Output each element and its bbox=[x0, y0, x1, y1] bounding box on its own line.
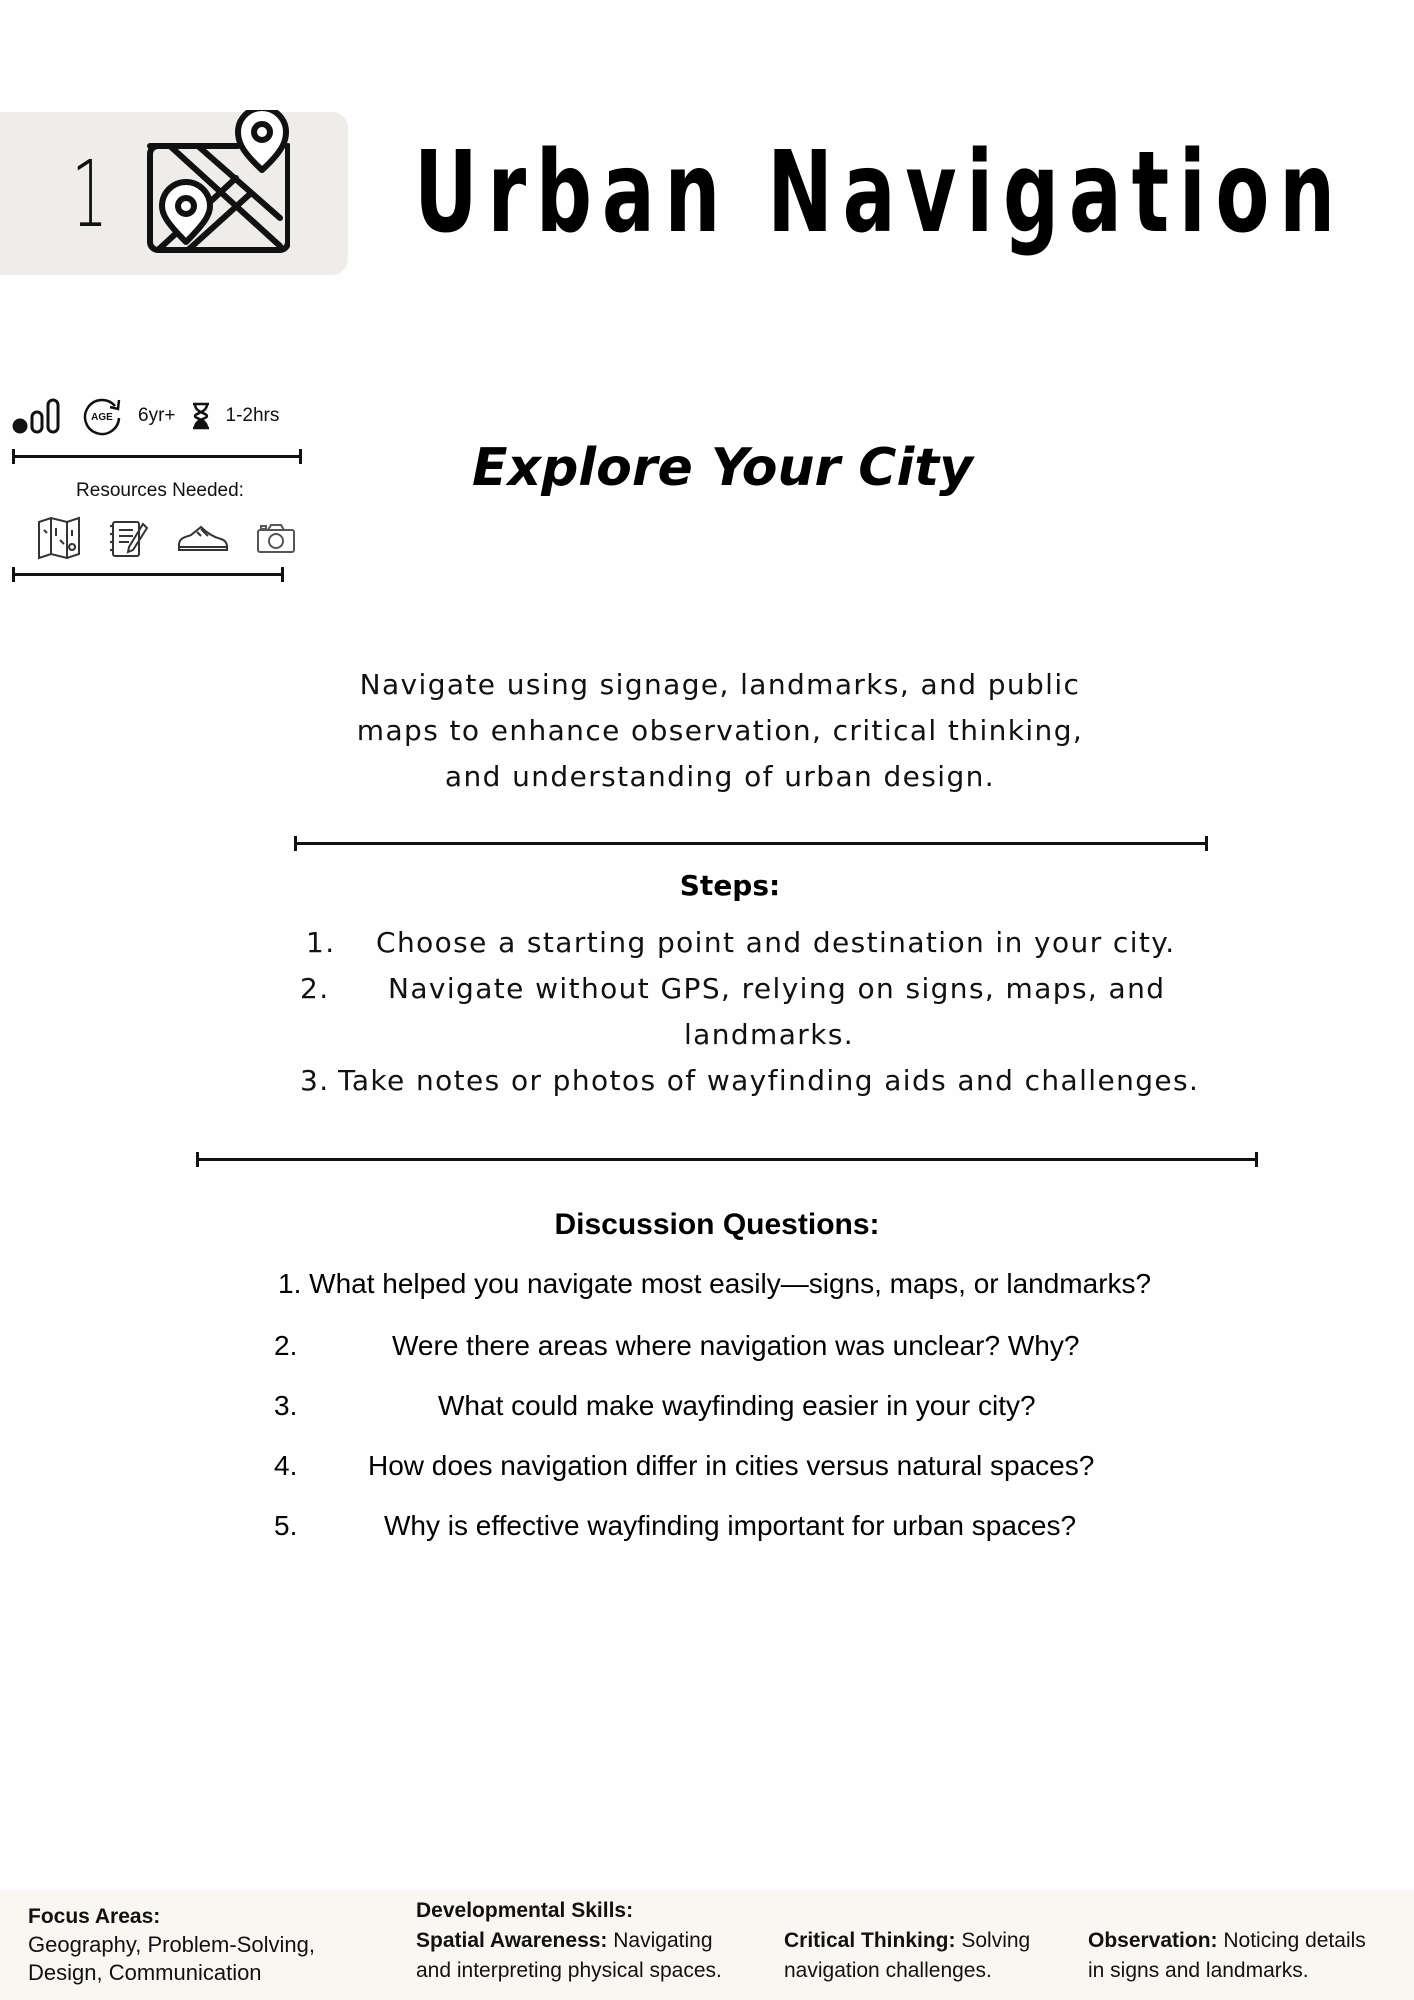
description-line: Navigate using signage, landmarks, and public bbox=[359, 668, 1081, 701]
list-item bbox=[306, 920, 336, 966]
description bbox=[320, 662, 1120, 800]
resources-icons bbox=[36, 512, 296, 564]
footer bbox=[0, 1890, 1414, 2000]
question-number: 4. bbox=[274, 1450, 298, 1481]
step-number: 1. bbox=[306, 926, 336, 959]
step-text-continued: landmarks. bbox=[684, 1018, 855, 1051]
observation-skill: Observation: Noticing details bbox=[1088, 1929, 1366, 1952]
spatial-awareness-skill: Spatial Awareness: Navigating bbox=[416, 1929, 713, 1952]
list-item bbox=[300, 966, 330, 1012]
description-line: and understanding of urban design. bbox=[444, 760, 996, 793]
observation-text: in signs and landmarks. bbox=[1088, 1959, 1309, 1982]
question-number: 5. bbox=[274, 1510, 298, 1541]
page-title: Urban Navigation bbox=[414, 128, 1345, 258]
discussion-divider bbox=[196, 1158, 1258, 1161]
focus-areas-label: Focus Areas: bbox=[28, 1905, 161, 1928]
resources-divider bbox=[12, 573, 284, 576]
steps-divider bbox=[294, 842, 1208, 845]
age-icon bbox=[82, 396, 122, 436]
question-text: What could make wayfinding easier in your city? bbox=[438, 1390, 1036, 1421]
subtitle: Explore Your City bbox=[472, 438, 974, 498]
map-icon bbox=[36, 516, 82, 560]
sneaker-icon bbox=[177, 523, 229, 553]
step-text: Navigate without GPS, relying on signs, maps, and bbox=[388, 972, 1166, 1005]
difficulty-bars-icon bbox=[12, 398, 64, 434]
question-number: 3. bbox=[274, 1390, 298, 1421]
list-item bbox=[278, 1268, 1151, 1300]
meta-row bbox=[12, 396, 279, 436]
age-value: 6yr+ bbox=[138, 405, 176, 426]
critical-thinking-text: navigation challenges. bbox=[784, 1959, 992, 1982]
camera-icon bbox=[256, 522, 296, 554]
question-number: 1. bbox=[278, 1268, 302, 1299]
question-text: Were there areas where navigation was unclear? Why? bbox=[392, 1330, 1080, 1361]
step-text: Choose a starting point and destination in your city. bbox=[376, 926, 1176, 959]
step-text: Take notes or photos of wayfinding aids and challenges. bbox=[338, 1064, 1200, 1097]
step-number: 3. bbox=[300, 1064, 330, 1097]
resources-label: Resources Needed: bbox=[76, 480, 244, 501]
focus-areas-line: Geography, Problem-Solving, bbox=[28, 1932, 315, 1957]
question-text: Why is effective wayfinding important for urban spaces? bbox=[384, 1510, 1077, 1541]
question-number: 2. bbox=[274, 1330, 298, 1361]
spatial-awareness-text: and interpreting physical spaces. bbox=[416, 1959, 722, 1982]
duration-value: 1-2hrs bbox=[225, 405, 280, 426]
question-text: What helped you navigate most easily—signs, maps, or landmarks? bbox=[309, 1268, 1152, 1299]
step-number: 2. bbox=[300, 972, 330, 1005]
map-pins-icon bbox=[140, 110, 290, 255]
notebook-icon bbox=[109, 516, 149, 560]
svg-text:AGE: AGE bbox=[91, 412, 113, 423]
discussion-heading: Discussion Questions: bbox=[554, 1208, 880, 1241]
meta-divider bbox=[12, 455, 302, 458]
hourglass-icon bbox=[190, 401, 212, 431]
list-item bbox=[300, 1058, 330, 1104]
activity-number: 1 bbox=[71, 141, 108, 248]
focus-areas-line: Design, Communication bbox=[28, 1960, 262, 1985]
developmental-skills-label: Developmental Skills: bbox=[416, 1899, 634, 1922]
description-line: maps to enhance observation, critical thinking, bbox=[356, 714, 1084, 747]
critical-thinking-skill: Critical Thinking: Solving bbox=[784, 1929, 1031, 1952]
question-text: How does navigation differ in cities versus natural spaces? bbox=[368, 1450, 1095, 1481]
steps-heading: Steps: bbox=[679, 869, 781, 902]
